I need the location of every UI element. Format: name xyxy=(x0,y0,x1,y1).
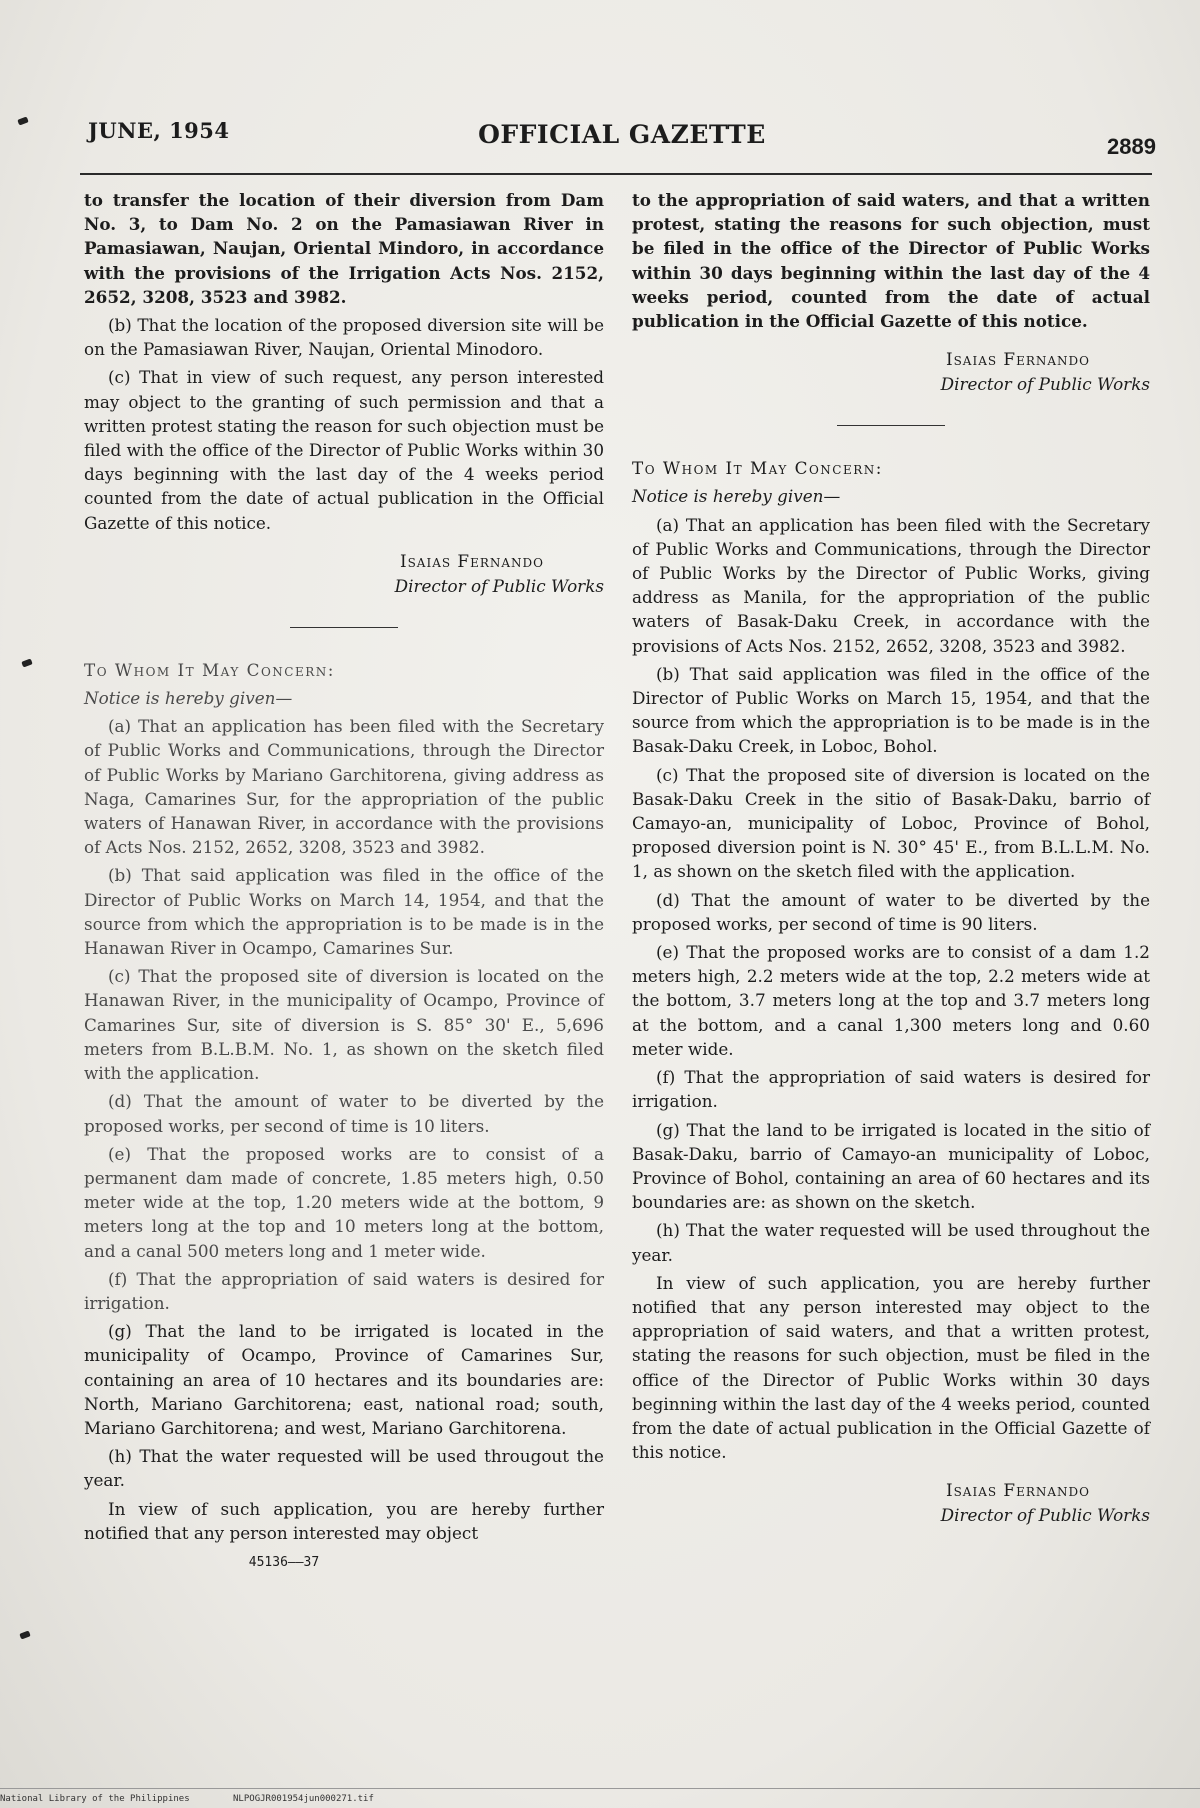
signature-block xyxy=(632,347,1150,397)
clause-d: (d) That the amount of water to be diverted by the proposed works, per second of time is 90 liters. xyxy=(632,889,1150,934)
notice-intro: Notice is hereby given— xyxy=(84,688,293,709)
signature-block xyxy=(84,549,604,599)
clause-d: (d) That the amount of water to be diverted by the proposed works, per second of time is 10 liters. xyxy=(84,1091,604,1136)
clause-e: (e) That the proposed works are to consist of a permanent dam made of concrete, 1.85 meters high, 0.50 meter wide at the top, 1.20 meters wide at the bottom, 9 meters long at the top and 10 meters long at the bottom, and a canal 500 meters long and 1 meter wide. xyxy=(84,1143,604,1261)
left-paragraph: (c) That in view of such request, any person interested may object to the granting of such permission and that a written protest stating the reason for such objection must be filed with the office of the Director of Public Works within 30 days beginning with the last day of the 4 weeks period counted from the date of actual publication in the Official Gazette of this notice. xyxy=(84,367,604,533)
clause-f: (f) That the appropriation of said waters is desired for irrigation. xyxy=(632,1067,1150,1112)
section-divider xyxy=(290,627,398,628)
page-number: 2889 xyxy=(1107,134,1156,159)
scan-footer xyxy=(0,1794,374,1804)
clause-e: (e) That the proposed works are to consist of a dam 1.2 meters high, 2.2 meters wide at the top, 2.2 meters wide at the bottom, 3.7 meters long at the top and 3.7 meters long at the bottom, and a canal 1,300 meters long and 0.60 meter wide. xyxy=(632,942,1150,1059)
clause-g: (g) That the land to be irrigated is located in the sitio of Basak-Daku, barrio of Camayo-an municipality of Loboc, Province of Bohol, containing an area of 60 hectares and its boundaries are: as shown on the sketch. xyxy=(632,1119,1150,1213)
signatory-name: Isaias Fernando xyxy=(945,1480,1090,1501)
header-rule xyxy=(80,173,1152,175)
clause-h: (h) That the water requested will be used througout the year. xyxy=(84,1446,604,1491)
clause-b: (b) That said application was filed in the office of the Director of Public Works on March 15, 1954, and that the source from which the appropriation is to be made is in the Basak-Daku Creek, in Loboc, Bohol. xyxy=(632,663,1150,757)
closing-paragraph: In view of such application, you are hereby further notified that any person interested may object xyxy=(84,1498,604,1543)
clause-c: (c) That the proposed site of diversion is located on the Hanawan River, in the municipality of Ocampo, Province of Camarines Sur, site of diversion is S. 85° 30' E., 5,696 meters from B.L.B.M. No. 1, as shown on the sketch filed with the application. xyxy=(84,966,604,1084)
right-column xyxy=(632,188,1150,1528)
issue-date: JUNE, 1954 xyxy=(88,118,230,143)
left-paragraph: (b) That the location of the proposed diversion site will be on the Pamasiawan River, Naujan, Oriental Minodoro. xyxy=(84,315,604,360)
margin-mark xyxy=(21,658,32,667)
page-header xyxy=(88,112,1156,158)
clause-h: (h) That the water requested will be used throughout the year. xyxy=(632,1220,1150,1265)
clause-a: (a) That an application has been filed with the Secretary of Public Works and Communications, through the Director of Public Works by the Director of Public Works, giving address as Manila, for the appropriation of the public waters of Basak-Daku Creek, in accordance with the provisions of Acts Nos. 2152, 2652, 3208, 3523 and 3982. xyxy=(632,514,1150,656)
right-paragraph: to the appropriation of said waters, and that a written protest, stating the reasons for such objection, must be filed in the office of the Director of Public Works within 30 days beginning within the last day of the 4 weeks period, counted from the date of actual publication in the Official Gazette of this notice. xyxy=(632,190,1150,332)
signature-block xyxy=(632,1478,1150,1528)
print-code: 45136——37 xyxy=(248,1554,320,1570)
scan-footer-rule xyxy=(0,1788,1200,1789)
left-paragraph: to transfer the location of their diversion from Dam No. 3, to Dam No. 2 on the Pamasiawan River in Pamasiawan, Naujan, Oriental Mindoro, in accordance with the provisions of the Irrigation Acts Nos. 2152, 2652, 3208, 3523 and 3982. xyxy=(84,190,604,307)
notice-intro: Notice is hereby given— xyxy=(632,486,841,507)
publication-title: OFFICIAL GAZETTE xyxy=(478,120,766,149)
margin-mark xyxy=(19,1630,30,1639)
signatory-title: Director of Public Works xyxy=(940,374,1150,395)
clause-b: (b) That said application was filed in the office of the Director of Public Works on March 14, 1954, and that the source from which the appropriation is to be made is in the Hanawan River in Ocampo, Camarines Sur. xyxy=(84,865,604,959)
section-divider xyxy=(837,425,945,426)
scan-filename: NLPOGJR001954jun000271.tif xyxy=(233,1794,374,1804)
signatory-name: Isaias Fernando xyxy=(399,550,544,571)
left-column xyxy=(84,188,604,1575)
signatory-title: Director of Public Works xyxy=(394,575,604,596)
clause-a: (a) That an application has been filed with the Secretary of Public Works and Communications, through the Director of Public Works by Mariano Garchitorena, giving address as Naga, Camarines Sur, for the appropriation of the public waters of Hanawan River, in accordance with the provisions of Acts Nos. 2152, 2652, 3208, 3523 and 3982. xyxy=(84,716,604,858)
clause-f: (f) That the appropriation of said waters is desired for irrigation. xyxy=(84,1268,604,1313)
signatory-title: Director of Public Works xyxy=(940,1505,1150,1526)
margin-mark xyxy=(17,116,28,125)
signatory-name: Isaias Fernando xyxy=(945,349,1090,370)
notice-heading: To Whom It May Concern: xyxy=(632,458,883,479)
clause-g: (g) That the land to be irrigated is located in the municipality of Ocampo, Province of Camarines Sur, containing an area of 10 hectares and its boundaries are: North, Mariano Garchitorena; east, national road; south, Mariano Garchitorena; and west, Mariano Garchitorena. xyxy=(84,1321,604,1438)
closing-paragraph: In view of such application, you are hereby further notified that any person interested may object to the appropriation of said waters, and that a written protest, stating the reasons for such objection, must be filed in the office of the Director of Public Works within 30 days beginning within the last day of the 4 weeks period, counted from the date of actual publication in the Official Gazette of this notice. xyxy=(632,1272,1150,1463)
clause-c: (c) That the proposed site of diversion is located on the Basak-Daku Creek in the sitio of Basak-Daku, barrio of Camayo-an, municipality of Loboc, Province of Bohol, proposed diversion point is N. 30° 45' E., from B.L.L.M. No. 1, as shown on the sketch filed with the application. xyxy=(632,764,1150,882)
scan-source: National Library of the Philippines xyxy=(0,1794,190,1804)
notice-heading: To Whom It May Concern: xyxy=(84,659,335,680)
